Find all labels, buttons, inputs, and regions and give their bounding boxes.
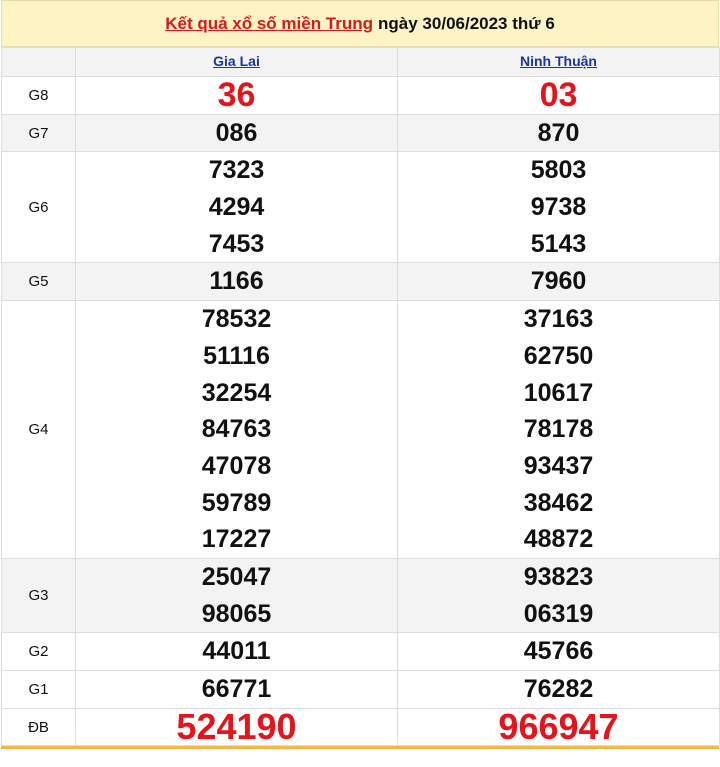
- lottery-number: 38462: [523, 488, 594, 517]
- lottery-number: 47078: [201, 451, 272, 480]
- lottery-number: 03: [539, 76, 578, 114]
- prize-label: G2: [2, 633, 76, 671]
- lottery-number: 1166: [209, 267, 264, 296]
- lottery-number: 7453: [208, 229, 265, 258]
- lottery-number: 98065: [201, 599, 272, 628]
- prize-label: G1: [2, 671, 76, 709]
- lottery-number: 78178: [523, 415, 594, 444]
- prize-numbers-cell: [398, 152, 720, 263]
- prize-numbers-cell: [76, 152, 398, 263]
- header-empty-cell: [2, 48, 76, 77]
- lottery-number: 59789: [201, 488, 272, 517]
- results-panel: [1, 0, 719, 749]
- prize-numbers-cell: [398, 263, 720, 301]
- lottery-number: 870: [537, 118, 580, 147]
- results-date: ngày 30/06/2023 thứ 6: [378, 13, 555, 33]
- region-results-link[interactable]: Kết quả xổ số miền Trung: [165, 13, 374, 33]
- lottery-number: 76282: [523, 675, 594, 703]
- prize-numbers-cell: [398, 633, 720, 671]
- results-title: [1, 0, 719, 47]
- prize-numbers-cell: [398, 77, 720, 115]
- lottery-number: 44011: [202, 637, 271, 666]
- prize-label: G3: [2, 558, 76, 632]
- prize-numbers-cell: [76, 633, 398, 671]
- lottery-number: 5803: [530, 156, 587, 185]
- prize-numbers-cell: [76, 671, 398, 709]
- prize-row: [2, 263, 720, 301]
- lottery-number: 84763: [201, 415, 272, 444]
- lottery-number: 524190: [176, 705, 297, 747]
- lottery-number: 06319: [523, 599, 594, 628]
- prize-row: [2, 558, 720, 632]
- province-header-row: [2, 48, 720, 77]
- prize-numbers-cell: [76, 301, 398, 559]
- lottery-number: 51116: [203, 341, 270, 370]
- lottery-number: 36: [217, 76, 256, 114]
- province-cell: [398, 48, 720, 77]
- prize-numbers-cell: [398, 114, 720, 152]
- lottery-number: 10617: [523, 378, 594, 407]
- prize-numbers-cell: [76, 263, 398, 301]
- prize-numbers-cell: [76, 77, 398, 115]
- lottery-number: 32254: [201, 378, 272, 407]
- prize-row: [2, 152, 720, 263]
- prize-numbers-cell: [76, 705, 398, 747]
- lottery-number: 45766: [523, 637, 594, 666]
- lottery-number: 966947: [498, 705, 619, 747]
- lottery-number: 25047: [201, 562, 272, 591]
- lottery-number: 66771: [201, 675, 272, 703]
- prize-numbers-cell: [76, 114, 398, 152]
- prize-numbers-cell: [76, 558, 398, 632]
- prize-label: G8: [2, 77, 76, 115]
- province-link-gia-lai[interactable]: Gia Lai: [213, 53, 260, 69]
- lottery-number: 4294: [208, 193, 265, 222]
- prize-numbers-cell: [398, 671, 720, 709]
- prize-numbers-cell: [398, 705, 720, 747]
- province-link-ninh-thuan[interactable]: Ninh Thuận: [520, 53, 597, 69]
- lottery-number: 5143: [530, 229, 587, 258]
- lottery-number: 93823: [523, 562, 594, 591]
- prize-label: G6: [2, 152, 76, 263]
- prize-label: G7: [2, 114, 76, 152]
- prize-label: G4: [2, 301, 76, 559]
- lottery-number: 7960: [530, 267, 587, 296]
- province-cell: [76, 48, 398, 77]
- prize-numbers-cell: [398, 558, 720, 632]
- prize-label: G5: [2, 263, 76, 301]
- prize-row: [2, 301, 720, 559]
- lottery-number: 9738: [530, 193, 587, 222]
- lottery-number: 48872: [523, 525, 594, 554]
- lottery-number: 37163: [523, 305, 594, 334]
- prize-row: [2, 633, 720, 671]
- lottery-number: 086: [215, 118, 258, 147]
- prize-row: [2, 77, 720, 115]
- lottery-number: 93437: [523, 451, 594, 480]
- lottery-number: 17227: [201, 525, 272, 554]
- prize-numbers-cell: [398, 301, 720, 559]
- prize-row: [2, 671, 720, 709]
- prize-row: [2, 708, 720, 746]
- results-table: [1, 47, 720, 746]
- prize-row: [2, 114, 720, 152]
- prize-label: ĐB: [2, 708, 76, 746]
- lottery-number: 62750: [523, 341, 594, 370]
- lottery-number: 78532: [201, 305, 272, 334]
- bottom-divider: [1, 746, 719, 749]
- lottery-number: 7323: [208, 156, 265, 185]
